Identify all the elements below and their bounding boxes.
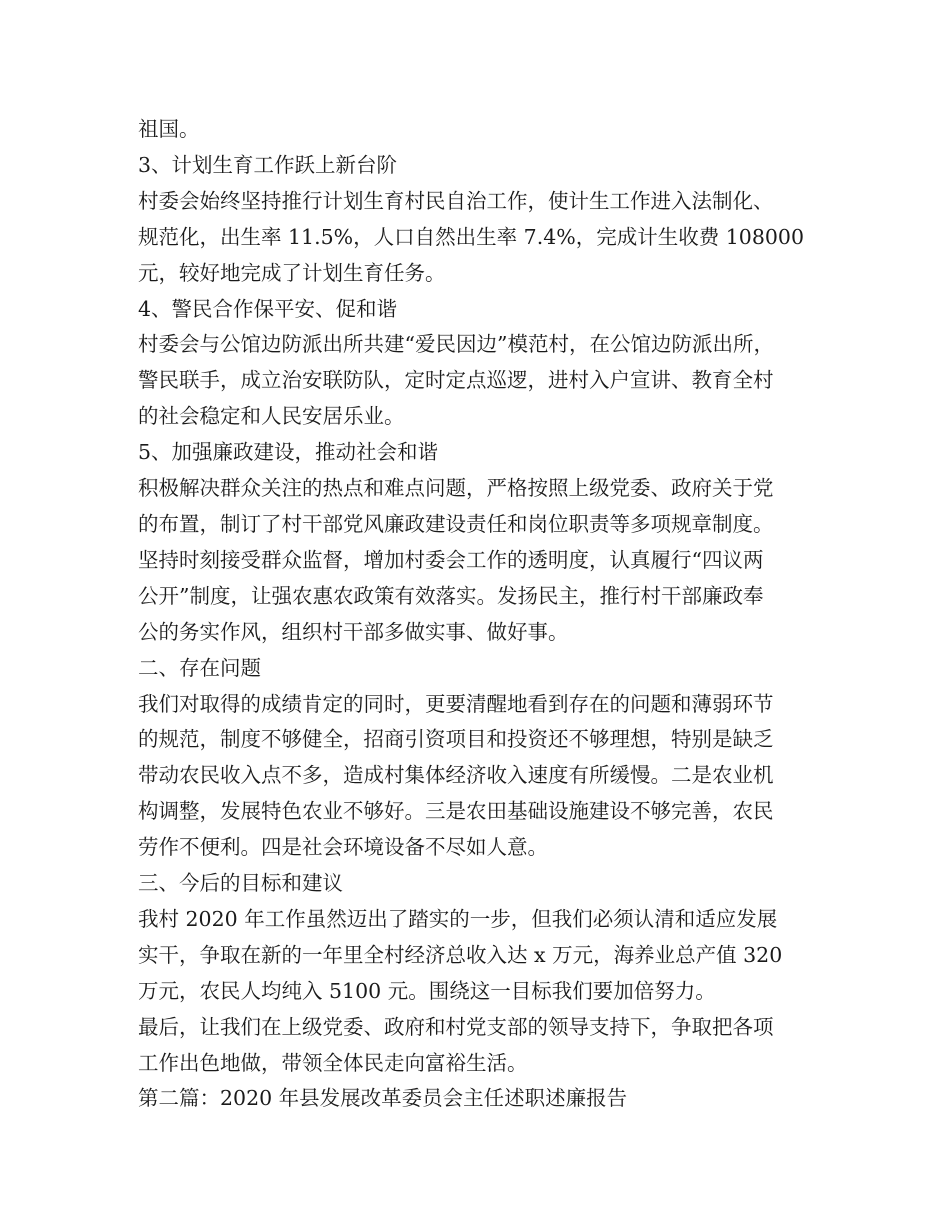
- text-line: 的规范，制度不够健全，招商引资项目和投资还不够理想，特别是缺乏: [138, 727, 774, 752]
- text-line: 实干，争取在新的一年里全村经济总收入达 x 万元，海养业总产值 320: [138, 942, 783, 967]
- text-line: 坚持时刻接受群众监督，增加村委会工作的透明度，认真履行“四议两: [138, 547, 764, 572]
- text-line: 的社会稳定和人民安居乐业。: [138, 404, 405, 429]
- text-line: 我村 2020 年工作虽然迈出了踏实的一步，但我们必须认清和适应发展: [138, 906, 778, 931]
- document-body: [138, 112, 828, 1117]
- text-line: 祖国。: [138, 117, 200, 141]
- text-line: 积极解决群众关注的热点和难点问题，严格按照上级党委、政府关于党: [138, 476, 774, 501]
- text-line: 构调整，发展特色农业不够好。三是农田基础设施建设不够完善，农民: [138, 799, 774, 824]
- text-line: 规范化，出生率 11.5%，人口自然出生率 7.4%，完成计生收费 108000: [138, 224, 805, 249]
- section-heading: 5、加强廉政建设，推动社会和谐: [138, 440, 439, 465]
- text-line: 最后，让我们在上级党委、政府和村党支部的领导支持下，争取把各项: [138, 1014, 774, 1039]
- chapter-title: 第二篇：2020 年县发展改革委员会主任述职述廉报告: [138, 1086, 628, 1111]
- text-line: 工作出色地做，带领全体民走向富裕生活。: [138, 1050, 528, 1075]
- section-heading: 3、计划生育工作跃上新台阶: [138, 152, 398, 177]
- text-line: 公的务实作风，组织村干部多做实事、做好事。: [138, 619, 569, 644]
- text-line: 的布置，制订了村干部党风廉政建设责任和岗位职责等多项规章制度。: [138, 511, 774, 536]
- section-heading: 4、警民合作保平安、促和谐: [138, 296, 398, 321]
- text-line: 警民联手，成立治安联防队，定时定点巡逻，进村入户宣讲、教育全村: [138, 368, 774, 393]
- text-line: 公开”制度，让强农惠农政策有效落实。发扬民主，推行村干部廉政奉: [138, 583, 764, 608]
- text-line: 我们对取得的成绩肯定的同时，更要清醒地看到存在的问题和薄弱环节: [138, 691, 774, 716]
- section-heading: 二、存在问题: [138, 655, 261, 680]
- text-line: 村委会始终坚持推行计划生育村民自治工作，使计生工作进入法制化、: [138, 188, 774, 213]
- text-line: 带动农民收入点不多，造成村集体经济收入速度有所缓慢。二是农业机: [138, 763, 774, 788]
- text-line: 元，较好地完成了计划生育任务。: [138, 260, 446, 285]
- text-line: 劳作不便利。四是社会环境设备不尽如人意。: [138, 835, 548, 860]
- text-line: 万元，农民人均纯入 5100 元。围绕这一目标我们要加倍努力。: [138, 978, 716, 1003]
- section-heading: 三、今后的目标和建议: [138, 871, 343, 896]
- text-line: 村委会与公馆边防派出所共建“爱民因边”模范村，在公馆边防派出所，: [138, 332, 774, 357]
